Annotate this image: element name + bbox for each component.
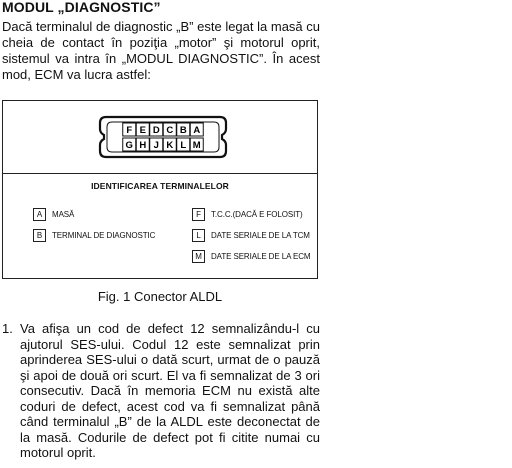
figure-aldl-connector [2,100,318,279]
connector-pin-c: C [166,125,174,136]
terminal-a-row [33,208,74,221]
figure-caption: Fig. 1 Conector ALDL [97,289,223,304]
connector-pin-d: D [152,125,160,136]
connector-pin-l: L [180,140,187,151]
connector-pin-g: G [125,140,133,151]
connector-pin-m: M [192,140,201,151]
terminal-code-f: F [192,208,205,221]
terminal-code-b: B [33,229,46,242]
terminal-label-b: TERMINAL DE DIAGNOSTIC [52,231,156,240]
intro-text: Dacă terminalul de diagnostic „B” este legat la masă cu cheia de contact în poziţia „motor” şi motorul oprit, sistemul va intra în „MODUL DIAGNOSTIC”. În acest mod, ECM va lucra astfel: [2,19,320,82]
section-heading: MODUL „DIAGNOSTIC” [2,0,161,15]
terminal-code-a: A [33,208,46,221]
terminal-f-row [192,208,303,221]
aldl-connector-diagram [96,111,230,163]
connector-pin-a: A [193,125,201,136]
list-item-text: Va afişa un cod de defect 12 semnalizându-l cu ajutorul SES-ului. Codul 12 este semnalizat prin aprinderea SES-ului o dată scurt, urmat de o pauză şi apoi de două ori scurt. El va fi semnalizat de 3 ori consecutiv. Dacă în memoria ECM nu există alte coduri de defect, acest cod va fi semnalizat până când terminalul „B” de la ALDL este deconectat de la masă. Codurile de defect pot fi citite numai cu motorul oprit. [20,321,320,460]
terminal-l-row [192,229,310,242]
terminal-code-l: L [192,229,205,242]
connector-pin-e: E [139,125,146,136]
list-item [2,321,320,461]
connector-pin-b: B [179,125,187,136]
terminal-id-title: IDENTIFICAREA TERMINALELOR [91,181,229,191]
terminal-b-row [33,229,155,242]
connector-pin-j: J [153,140,159,151]
figure-divider [3,173,317,174]
terminal-label-f: T.C.C.(DACĂ E FOLOSIT) [211,210,303,219]
terminal-label-m: DATE SERIALE DE LA ECM [211,252,311,261]
terminal-m-row [192,250,310,263]
terminal-label-a: MASĂ [52,210,75,219]
terminal-code-m: M [192,250,205,263]
connector-pin-k: K [166,140,174,151]
terminal-label-l: DATE SERIALE DE LA TCM [211,231,310,240]
intro-paragraph [2,19,320,83]
connector-pin-h: H [139,140,147,151]
connector-pin-f: F [126,125,133,136]
list-item-number: 1. [2,321,13,336]
